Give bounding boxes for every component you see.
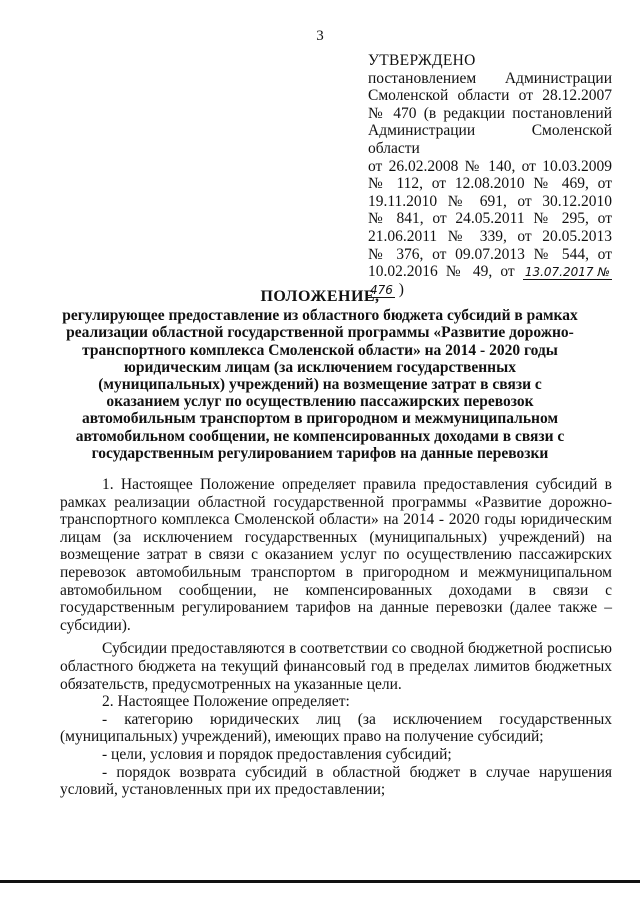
approval-line: Администрации Смоленской области bbox=[368, 122, 612, 157]
approval-line: 19.11.2010 № 691, от 30.12.2010 bbox=[368, 192, 612, 210]
paragraph: Субсидии предоставляются в соответствии со сводной бюджетной росписью областного бюджета на текущий финансовый год в пределах лимитов бюджетных обязательств, предусмотренных на указанные цели. bbox=[60, 640, 612, 693]
document-heading bbox=[60, 288, 580, 462]
approval-line: № 376, от 09.07.2013 № 544, от bbox=[368, 245, 612, 263]
approval-line: № 841, от 24.05.2011 № 295, от bbox=[368, 210, 612, 228]
list-item: - порядок возврата субсидий в областной бюджет в случае нарушения условий, установленных при их предоставлении; bbox=[60, 763, 612, 799]
approval-line: № 112, от 12.08.2010 № 469, от bbox=[368, 175, 612, 193]
approval-text bbox=[368, 70, 612, 299]
approval-line: постановлением Администрации bbox=[368, 69, 612, 87]
approval-line: № 470 (в редакции постановлений bbox=[368, 104, 612, 122]
approval-stamp bbox=[368, 52, 612, 298]
approval-line: Смоленской области от 28.12.2007 bbox=[368, 87, 612, 105]
paragraph: 2. Настоящее Положение определяет: bbox=[102, 693, 350, 711]
list-item: - категорию юридических лиц (за исключением государственных (муниципальных) учреждений), имеющих право на получение субсидий; bbox=[60, 710, 612, 746]
approval-line: от 26.02.2008 № 140, от 10.03.2009 bbox=[368, 157, 612, 175]
approval-last-line-suffix: ) bbox=[398, 280, 404, 298]
approval-title: УТВЕРЖДЕНО bbox=[368, 52, 476, 69]
document-title: ПОЛОЖЕНИЕ, bbox=[260, 288, 380, 305]
page-number: 3 bbox=[316, 28, 324, 44]
document-body bbox=[60, 476, 612, 799]
handwritten-number-sign: № bbox=[597, 265, 611, 280]
approval-last-line-prefix: 10.02.2016 № 49, от bbox=[368, 263, 515, 281]
paragraph: 1. Настоящее Положение определяет правила предоставления субсидий в рамках реализации областной государственной программы «Развитие дорожно-транспортного комплекса Смоленской области» на 2014 - 2020 годы юридическим лицам (за исключением государственных (муниципальных) учреждений) на возмещение затрат в связи с оказанием услуг по осуществлению пассажирских перевозок автомобильным транспортом в пригородном и межмуниципальном автомобильном сообщении, не компенсированных доходами в связи с государственным регулированием тарифов на данные перевозки (далее также – субсидии). bbox=[60, 476, 612, 634]
bottom-rule bbox=[0, 880, 640, 883]
list-item: - цели, условия и порядок предоставления субсидий; bbox=[102, 745, 452, 763]
approval-line: 21.06.2011 № 339, от 20.05.2013 bbox=[368, 227, 612, 245]
document-subtitle: регулирующее предоставление из областного бюджета субсидий в рамках реализации областной государственной программы «Развитие дорожно-транспортного комплекса Смоленской области» на 2014 - 2020 годы юридическим лицам (за исключением государственных (муниципальных) учреждений) на возмещение затрат в связи с оказанием услуг по осуществлению пассажирских перевозок автомобильным транспортом в пригородном и межмуниципальном автомобильном сообщении, не компенсированных доходами в связи с государственным регулированием тарифов на данные перевозки bbox=[62, 307, 578, 462]
handwritten-date: 13.07.2017 bbox=[524, 265, 594, 280]
handwritten-number: 476 bbox=[370, 282, 393, 297]
